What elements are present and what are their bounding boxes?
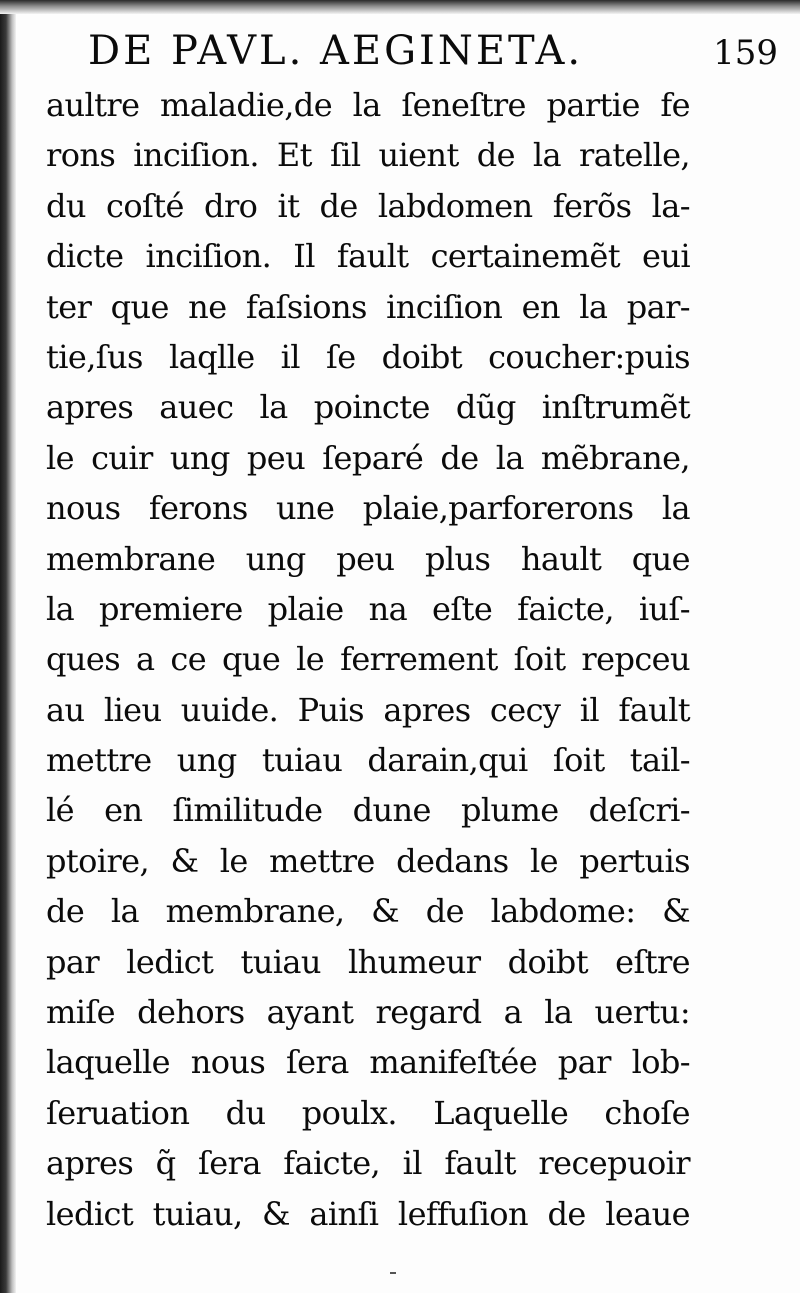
text-line: de la membrane, & de labdome: & (46, 892, 690, 931)
text-line: mettre ung tuiau darain,qui ſoit tail- (46, 741, 690, 780)
text-line: le cuir ung peu ſeparé de la mẽbrane, (46, 438, 690, 477)
text-line: tie,ſus laqlle il ſe doibt coucher:puis (46, 337, 690, 376)
text-line: ſeruation du poulx. Laquelle choſe (46, 1093, 690, 1132)
running-title: DE PAVL. AEGINETA. (88, 28, 584, 74)
text-line: dicte inciſion. Il fault certainemẽt eui (46, 237, 690, 276)
text-line: nous ferons une plaie,parforerons la (46, 489, 690, 528)
text-line: au lieu uuide. Puis apres cecy il fault (46, 690, 690, 729)
page-top-shadow (0, 0, 800, 14)
text-line: aultre maladie,de la ſeneſtre partie fe (46, 86, 690, 124)
text-line: par ledict tuiau lhumeur doibt eſtre (46, 942, 690, 981)
page-number: 159 (713, 33, 778, 73)
text-line: apres auec la poincte dũg inſtrumẽt (46, 388, 690, 427)
text-line: membrane ung peu plus hault que (46, 539, 690, 578)
text-line: ledict tuiau, & ainſi leffuſion de leaue (46, 1194, 690, 1233)
text-line: miſe dehors ayant regard a la uertu: (46, 993, 690, 1032)
text-line: apres q̃ ſera faicte, il fault recepuoir (46, 1144, 690, 1183)
page-binding-shadow (0, 0, 16, 1293)
body-text (46, 80, 690, 1239)
text-line: lé en ſimilitude dune plume deſcri- (46, 791, 690, 830)
text-line: ques a ce que le ferrement ſoit repceu (46, 640, 690, 679)
text-line: rons inciſion. Et ſil uient de la ratelle, (46, 136, 690, 175)
text-line: la premiere plaie na eſte faicte, iuſ- (46, 589, 690, 628)
text-line: laquelle nous ſera manifeſtée par lob- (46, 1043, 690, 1082)
text-line: du coſté dro it de labdomen ferõs la- (46, 186, 690, 225)
page-speck (390, 1272, 396, 1274)
page-header (88, 22, 778, 80)
text-line: ptoire, & le mettre dedans le pertuis (46, 841, 690, 880)
text-line: ter que ne faſsions inciſion en la par- (46, 287, 690, 326)
